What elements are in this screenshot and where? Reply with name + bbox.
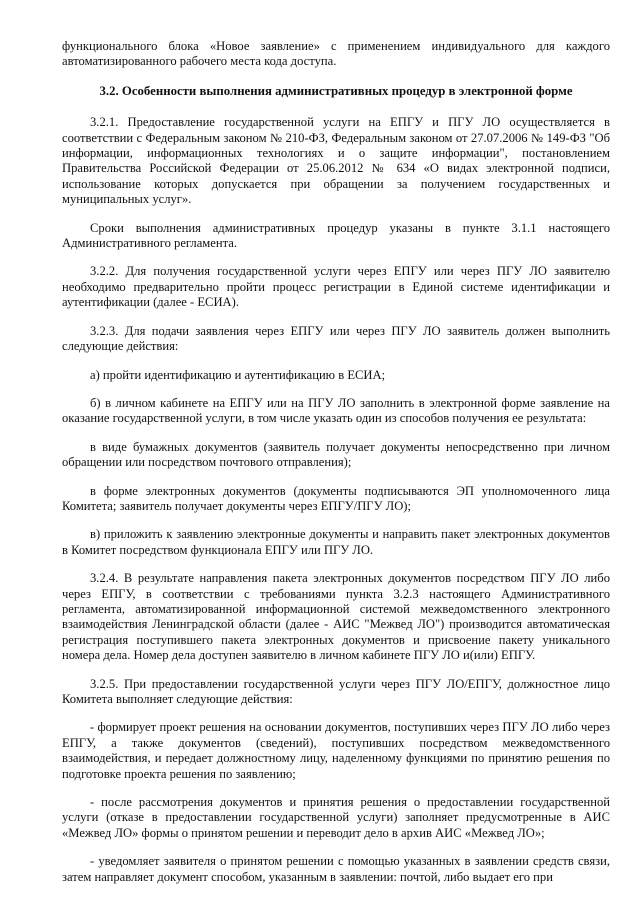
paragraph-3-2-3: 3.2.3. Для подачи заявления через ЕПГУ или через ПГУ ЛО заявитель должен выполнить следующие действия: [62,323,610,354]
paragraph-3-2-4: 3.2.4. В результате направления пакета электронных документов посредством ПГУ ЛО либо через ЕПГУ, в соответствии с требованиями пункта 3.2.3 настоящего Административного регламента, автоматизированной информационной системой межведомственного электронного взаимодействия Ленинградской области (далее - АИС "Межвед ЛО") производится автоматическая регистрация поступившего пакета электронных документов и присвоение пакету уникального номера дела. Номер дела доступен заявителю в личном кабинете ПГУ ЛО и(или) ЕПГУ. [62,571,610,663]
list-item-a: а) пройти идентификацию и аутентификацию в ЕСИА; [90,367,386,382]
action-item-notify: - уведомляет заявителя о принятом решении с помощью указанных в заявлении средств связи, затем направляет документ способом, указанным в заявлении: почтой, либо выдает его при [62,854,610,884]
paragraph-3-2-1: 3.2.1. Предоставление государственной услуги на ЕПГУ и ПГУ ЛО осуществляется в соответствии с Федеральным законом № 210-ФЗ, Федеральным законом от 27.07.2006 № 149-ФЗ "Об информации, информационных технологиях и о защите информации", постановлением Правительства Российской Федерации от 25.06.2012 № 634 «О видах электронной подписи, использование которых допускается при обращении за получением государственных и муниципальных услуг». [62,115,610,207]
list-item-v: в) приложить к заявлению электронные документы и направить пакет электронных документов в Комитет посредством функционала ЕПГУ или ПГУ ЛО. [62,527,610,557]
paragraph-deadlines: Сроки выполнения административных процедур указаны в пункте 3.1.1 настоящего Административного регламента. [62,220,610,251]
action-item-draft: - формирует проект решения на основании документов, поступивших через ПГУ ЛО либо через ЕПГУ, а также документов (сведений), поступивших посредством межведомственного взаимодействия, и передает должностному лицу, наделенному функциями по принятию решения по подготовке проекта решения по заявлению; [62,720,610,781]
result-option-electronic: в форме электронных документов (документы подписываются ЭП уполномоченного лица Комитета; заявитель получает документы через ЕПГУ/ПГУ ЛО); [62,483,610,513]
action-item-decision: - после рассмотрения документов и принятия решения о предоставлении государственной услуги (отказе в предоставлении государственной услуги) заполняет предусмотренные в АИС «Межвед ЛО» формы о принятом решении и переводит дело в архив АИС «Межвед ЛО»; [62,795,610,840]
paragraph-3-2-5: 3.2.5. При предоставлении государственной услуги через ПГУ ЛО/ЕПГУ, должностное лицо Комитета выполняет следующие действия: [62,676,610,706]
document-page [62,39,610,898]
section-heading: 3.2. Особенности выполнения административных процедур в электронной форме [99,83,573,98]
continuation-paragraph: функционального блока «Новое заявление» с применением индивидуального для каждого автоматизированного рабочего места кода доступа. [62,39,610,69]
list-item-b: б) в личном кабинете на ЕПГУ или на ПГУ ЛО заполнить в электронной форме заявление на оказание государственной услуги, в том числе указать один из способов получения ее результата: [62,395,610,426]
paragraph-3-2-2: 3.2.2. Для получения государственной услуги через ЕПГУ или через ПГУ ЛО заявителю необходимо предварительно пройти процесс регистрации в Единой системе идентификации и аутентификации (далее - ЕСИА). [62,264,610,310]
result-option-paper: в виде бумажных документов (заявитель получает документы непосредственно при личном обращении или посредством почтового отправления); [62,439,610,470]
